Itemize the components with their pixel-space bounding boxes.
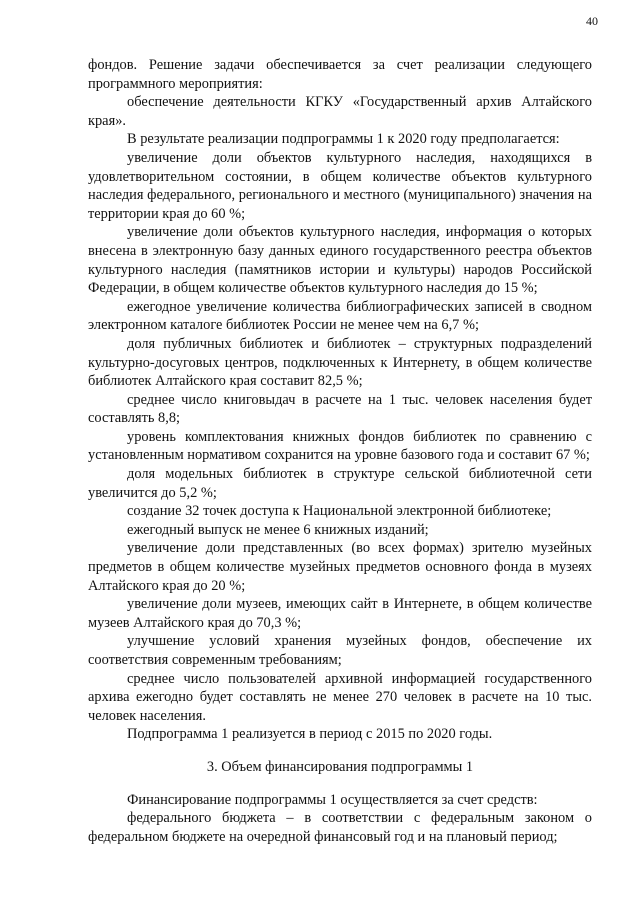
paragraph: обеспечение деятельности КГКУ «Государственный архив Алтайского края». — [88, 94, 592, 129]
document-body — [88, 56, 592, 846]
paragraphs-before-heading — [88, 56, 592, 744]
paragraph: увеличение доли объектов культурного наследия, находящихся в удовлетворительном состоянии, в общем количестве объектов культурного наследия федерального, регионального и местного (муниципального) значения на территории края до 60 %; — [88, 149, 592, 222]
paragraph: среднее число книговыдач в расчете на 1 тыс. человек населения будет составлять 8,8; — [88, 391, 592, 427]
paragraph: В результате реализации подпрограммы 1 к 2020 году предполагается: — [127, 131, 560, 148]
paragraph: увеличение доли объектов культурного наследия, информация о которых внесена в электронную базу данных единого государственного реестра объектов культурного наследия (памятников истории и культуры) народов Российской Федерации, в общем количестве объектов культурного наследия до 15 %; — [88, 224, 592, 297]
paragraph: доля модельных библиотек в структуре сельской библиотечной сети увеличится до 5,2 %; — [88, 466, 592, 501]
paragraphs-after-heading — [88, 791, 592, 847]
page-number: 40 — [586, 14, 598, 28]
paragraph: ежегодный выпуск не менее 6 книжных изданий; — [127, 521, 429, 538]
paragraph: Подпрограмма 1 реализуется в период с 2015 по 2020 годы. — [127, 726, 493, 743]
paragraph: федерального бюджета – в соответствии с федеральным законом о федеральном бюджете на очередной финансовый год и на плановый период; — [88, 810, 592, 845]
paragraph: увеличение доли музеев, имеющих сайт в Интернете, в общем количестве музеев Алтайского края до 70,3 %; — [88, 596, 592, 631]
paragraph: ежегодное увеличение количества библиографических записей в сводном электронном каталоге библиотек России не менее чем на 6,7 %; — [88, 298, 592, 334]
paragraph: увеличение доли представленных (во всех формах) зрителю музейных предметов в общем количестве музейных предметов основного фонда в музеях Алтайского края до 20 %; — [88, 540, 592, 594]
paragraph: Финансирование подпрограммы 1 осуществляется за счет средств: — [127, 791, 538, 808]
paragraph: уровень комплектования книжных фондов библиотек по сравнению с установленным нормативом сохранится на уровне базового года и составит 67 %; — [88, 428, 592, 464]
paragraph: фондов. Решение задачи обеспечивается за счет реализации следующего программного мероприятия: — [88, 57, 592, 92]
paragraph: доля публичных библиотек и библиотек – структурных подразделений культурно-досуговых центров, подключенных к Интернету, в общем количестве библиотек Алтайского края составит 82,5 %; — [88, 335, 592, 390]
paragraph: создание 32 точек доступа к Национальной электронной библиотеке; — [127, 503, 552, 520]
paragraph: среднее число пользователей архивной информацией государственного архива ежегодно будет составлять не менее 270 человек в расчете на 10 тыс. человек населения. — [88, 670, 592, 724]
paragraph: улучшение условий хранения музейных фондов, обеспечение их соответствия современным требованиям; — [88, 633, 592, 668]
section-heading: 3. Объем финансирования подпрограммы 1 — [206, 758, 474, 775]
